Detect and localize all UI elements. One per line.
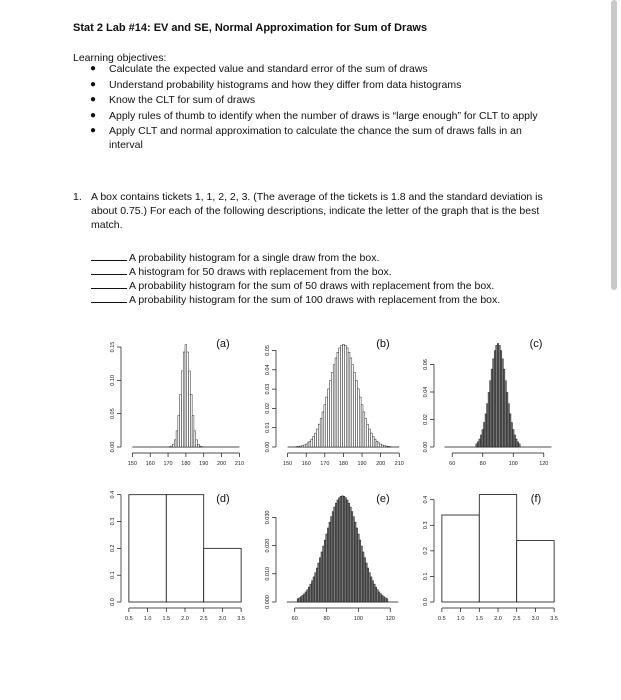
x-tick-label: 3.5 (550, 616, 558, 622)
histogram-bar (346, 348, 348, 447)
histogram-bar (313, 436, 315, 447)
histogram-bar (315, 573, 317, 602)
description-row: A probability histogram for a single draw from the box. (91, 251, 561, 265)
answer-blank[interactable] (91, 265, 127, 275)
histogram-bar (479, 495, 516, 602)
histogram-bar (337, 500, 339, 602)
objective-item: ● Calculate the expected value and standard error of the sum of draws (90, 63, 428, 75)
histogram-bar (365, 418, 367, 447)
histogram-bar (340, 496, 342, 602)
histogram-bar (363, 412, 365, 447)
histogram-bar (190, 394, 192, 447)
histogram-bar (372, 581, 374, 602)
histogram-bar (352, 365, 354, 447)
histogram-bar (382, 445, 384, 447)
histogram-bar (316, 429, 318, 447)
question-number: 1. (73, 191, 82, 203)
histogram-bar (307, 443, 309, 447)
histogram-bar (367, 424, 369, 447)
y-tick-label: 0.000 (265, 595, 271, 609)
histogram-bar (514, 435, 516, 447)
chart-e (260, 480, 415, 630)
histogram-bar (383, 597, 385, 602)
histogram-bar (322, 412, 324, 447)
x-tick-label: 120 (539, 461, 549, 467)
histogram-bar (484, 423, 486, 447)
x-tick-label: 200 (216, 461, 227, 467)
histogram-bar (316, 568, 318, 602)
histogram-bar (490, 381, 492, 447)
histogram-bar (380, 594, 382, 602)
histogram-bar (356, 381, 358, 447)
x-tick-label: 3.0 (218, 616, 227, 622)
x-tick-label: 3.5 (237, 616, 245, 622)
histogram-bar (178, 416, 180, 447)
histogram-bar (171, 446, 173, 447)
histogram-bar (321, 552, 323, 602)
histogram-bar (358, 534, 360, 602)
histogram-bar (297, 599, 299, 602)
x-tick-label: 150 (282, 461, 293, 467)
histogram-bar (345, 498, 347, 602)
histogram-bar (187, 352, 189, 447)
histogram-bar (185, 345, 187, 447)
histogram-bar (129, 495, 166, 602)
x-tick-label: 180 (338, 461, 349, 467)
y-tick-label: 0.02 (265, 403, 271, 414)
histogram-bar (305, 592, 307, 602)
bullet-icon: ● (90, 63, 97, 74)
histogram-bar (328, 389, 330, 447)
histogram-bar (382, 595, 384, 602)
histogram-bar (303, 594, 305, 602)
chart-f (418, 480, 568, 630)
histogram-bar (506, 392, 508, 447)
x-tick-label: 210 (394, 461, 404, 467)
histogram-bar (335, 358, 337, 447)
y-tick-label: 0.1 (423, 572, 429, 581)
y-tick-label: 0.2 (110, 544, 116, 553)
description-row: A probability histogram for the sum of 50 draws with replacement from the box. (91, 279, 561, 293)
answer-blank[interactable] (91, 293, 127, 303)
y-tick-label: 0.06 (423, 359, 429, 370)
histogram-bar (298, 446, 300, 447)
chart-c (418, 325, 568, 475)
histogram-bar (346, 500, 348, 602)
x-tick-label: 3.0 (531, 616, 540, 622)
histogram-bar (341, 345, 343, 447)
y-tick-label: 0.00 (265, 441, 271, 453)
objective-item: ● Know the CLT for sum of draws (90, 94, 256, 106)
objective-item: ● Apply rules of thumb to identify when the number of draws is “large enough” for CLT to apply (90, 109, 538, 122)
answer-blank[interactable] (91, 279, 127, 289)
histogram-bar (339, 498, 341, 602)
histogram-bar (502, 359, 504, 447)
histogram-bar (335, 503, 337, 602)
question-text: A box contains tickets 1, 1, 2, 2, 3. (The average of the tickets is 1.8 and the standard deviation is about 0.75.) For each of the following descriptions, indicate the letter of the graph that is the best match. (91, 191, 543, 231)
chart-label: (f) (530, 493, 542, 505)
histogram-bar (362, 552, 364, 602)
histogram-bar (174, 440, 176, 447)
histogram-bar (386, 599, 388, 602)
histogram-bar (372, 436, 374, 447)
histogram-bar (343, 344, 345, 447)
histogram-bar (332, 512, 334, 602)
histogram-bar (516, 439, 518, 447)
histogram-bar (357, 389, 359, 447)
x-tick-label: 60 (449, 461, 456, 467)
histogram-bar (344, 345, 346, 447)
y-tick-label: 0.02 (423, 414, 429, 425)
bullet-icon: ● (90, 78, 97, 90)
y-tick-label: 0.2 (423, 547, 429, 555)
x-tick-label: 0.5 (438, 616, 446, 622)
histogram-bar (204, 548, 241, 602)
histogram-bar (376, 441, 378, 447)
histogram-bar (476, 444, 478, 447)
chart-label: (b) (376, 338, 390, 350)
x-tick-label: 1.5 (475, 616, 484, 622)
histogram-bar (354, 522, 356, 602)
chart-b (260, 325, 415, 475)
x-tick-label: 80 (479, 461, 486, 467)
answer-blanks (91, 251, 561, 307)
histogram-bar (375, 587, 377, 602)
histogram-bar (300, 446, 302, 447)
histogram-bar (331, 517, 333, 602)
histogram-bar (508, 404, 510, 447)
y-tick-label: 0.15 (110, 341, 116, 353)
x-tick-label: 120 (385, 616, 395, 622)
histogram-bar (300, 597, 302, 602)
histogram-bar (183, 352, 185, 447)
histogram-bar (342, 496, 344, 602)
y-tick-label: 0.0 (423, 598, 429, 606)
histogram-bar (500, 351, 502, 447)
objective-item: ● Understand probability histograms and how they differ from data histograms (90, 78, 462, 91)
y-tick-label: 0.05 (265, 345, 271, 356)
x-tick-label: 1.0 (456, 616, 465, 622)
x-tick-label: 60 (291, 616, 298, 622)
histogram-bar (479, 439, 481, 447)
objectives-list (88, 62, 558, 154)
histogram-bar (503, 369, 505, 447)
histogram-bar (480, 435, 482, 447)
bullet-icon: ● (90, 125, 97, 136)
x-tick-label: 180 (181, 461, 191, 467)
histogram-bar (326, 397, 328, 447)
y-tick-label: 0.00 (110, 441, 116, 453)
histogram-bar (499, 345, 501, 447)
histogram-bar (385, 598, 387, 602)
histogram-bar (181, 371, 183, 447)
histogram-bar (505, 381, 507, 447)
histogram-bar (302, 595, 304, 602)
histogram-bar (303, 445, 305, 447)
histogram-bar (517, 442, 519, 447)
y-tick-label: 0.4 (423, 495, 429, 504)
x-tick-label: 1.5 (162, 616, 171, 622)
histogram-bar (369, 573, 371, 602)
histogram-bar (326, 534, 328, 602)
histogram-bar (327, 528, 329, 602)
histogram-bar (359, 397, 361, 447)
x-tick-label: 80 (323, 616, 330, 622)
histogram-bar (334, 507, 336, 602)
question-1 (73, 190, 543, 232)
chart-label: (e) (376, 493, 390, 505)
histogram-bar (509, 414, 511, 447)
y-tick-label: 0.10 (110, 374, 116, 386)
histogram-bar (329, 522, 331, 602)
histogram-bar (353, 517, 355, 602)
histogram-bar (313, 577, 315, 602)
y-tick-label: 0.01 (265, 422, 271, 434)
y-tick-label: 0.05 (110, 408, 116, 420)
x-tick-label: 170 (163, 461, 173, 467)
histogram-bar (364, 558, 366, 602)
histogram-bar (315, 433, 317, 447)
histogram-bar (511, 423, 513, 447)
histogram-bar (370, 577, 372, 602)
histogram-bar (318, 563, 320, 602)
y-tick-label: 0.3 (110, 517, 116, 526)
histogram-bar (487, 404, 489, 447)
x-tick-label: 2.0 (181, 616, 189, 622)
histogram-bar (361, 405, 363, 447)
histogram-bar (377, 590, 379, 602)
histogram-bar (302, 446, 304, 447)
y-tick-label: 0.3 (423, 521, 429, 530)
y-tick-label: 0.04 (423, 386, 429, 398)
histogram-bar (482, 430, 484, 447)
x-tick-label: 2.5 (512, 616, 521, 622)
histogram-bar (351, 512, 353, 602)
histogram-bar (319, 558, 321, 602)
x-tick-label: 160 (145, 461, 155, 467)
histogram-bar (337, 352, 339, 447)
histogram-bar (329, 381, 331, 447)
chart-d (105, 480, 255, 630)
bullet-icon: ● (90, 109, 97, 121)
histogram-bar (366, 563, 368, 602)
histogram-bar (305, 444, 307, 447)
chart-label: (a) (216, 338, 230, 350)
chart-label: (d) (216, 493, 230, 505)
histogram-bar (194, 431, 196, 447)
x-tick-label: 210 (234, 461, 245, 467)
histogram-bar (374, 439, 376, 447)
histogram-bar (197, 444, 199, 447)
x-tick-label: 190 (199, 461, 209, 467)
histogram-bar (361, 546, 363, 602)
histogram-bar (369, 429, 371, 447)
histogram-bar (192, 416, 194, 447)
answer-blank[interactable] (91, 251, 127, 261)
x-tick-label: 2.0 (494, 616, 502, 622)
x-tick-label: 2.5 (199, 616, 208, 622)
chart-label: (c) (529, 338, 543, 350)
histogram-bar (196, 440, 198, 447)
histogram-bar (383, 446, 385, 447)
histogram-bar (331, 372, 333, 447)
histogram-bar (354, 372, 356, 447)
histogram-bar (488, 392, 490, 447)
x-tick-label: 160 (301, 461, 311, 467)
histogram-bar (320, 418, 322, 447)
x-tick-label: 200 (376, 461, 386, 467)
histogram-bar (359, 540, 361, 602)
histogram-bar (350, 507, 352, 602)
histogram-bar (324, 405, 326, 447)
histogram-bar (348, 352, 350, 447)
histogram-bar (493, 359, 495, 447)
y-tick-label: 0.04 (265, 364, 271, 376)
histogram-bar (370, 433, 372, 447)
histogram-bar (348, 503, 350, 602)
histogram-bar (173, 444, 175, 447)
histogram-bar (491, 369, 493, 447)
histogram-bar (180, 394, 182, 447)
histogram-bar (199, 446, 201, 447)
scrollbar[interactable] (611, 0, 617, 290)
histogram-bar (343, 496, 345, 602)
histogram-bar (494, 351, 496, 447)
description-row: A probability histogram for the sum of 100 draws with replacement from the box. (91, 293, 561, 307)
y-tick-label: 0.0 (110, 598, 116, 606)
y-tick-label: 0.00 (423, 441, 429, 453)
histogram-bar (374, 584, 376, 602)
histogram-bar (513, 430, 515, 447)
y-tick-label: 0.4 (110, 490, 116, 499)
histogram-bar (310, 584, 312, 602)
x-tick-label: 170 (320, 461, 330, 467)
histogram-bar (309, 441, 311, 447)
objectives-heading: Learning objectives: (73, 52, 167, 64)
histogram-bar (378, 592, 380, 602)
histogram-bar (517, 541, 554, 602)
histogram-bar (477, 442, 479, 447)
x-tick-label: 150 (127, 461, 137, 467)
histogram-bar (350, 358, 352, 447)
y-tick-label: 0.03 (265, 383, 271, 395)
description-row: A histogram for 50 draws with replacement from the box. (91, 265, 561, 279)
histogram-bar (323, 546, 325, 602)
histogram-bar (333, 365, 335, 447)
histogram-bar (189, 371, 191, 447)
x-tick-label: 190 (357, 461, 367, 467)
x-tick-label: 1.0 (143, 616, 152, 622)
histogram-bar (176, 431, 178, 447)
histogram-bar (497, 344, 499, 447)
histogram-bar (485, 414, 487, 447)
x-tick-label: 0.5 (125, 616, 133, 622)
histogram-bar (311, 581, 313, 602)
bullet-icon: ● (90, 94, 97, 105)
histogram-bar (380, 444, 382, 447)
histogram-bar (318, 424, 320, 447)
histogram-bar (324, 540, 326, 602)
histogram-bar (307, 590, 309, 602)
histogram-bar (378, 443, 380, 447)
objective-item: ● Apply CLT and normal approximation to calculate the chance the sum of draws falls in an interval (90, 125, 522, 151)
page-title: Stat 2 Lab #14: EV and SE, Normal Approximation for Sum of Draws (73, 22, 428, 34)
y-tick-label: 0.010 (265, 566, 271, 581)
histogram-bar (299, 598, 301, 602)
y-tick-label: 0.030 (265, 510, 271, 525)
histogram-bar (442, 515, 479, 602)
x-tick-label: 100 (508, 461, 518, 467)
histogram-bar (311, 439, 313, 447)
histogram-bar (339, 348, 341, 447)
histogram-bar (496, 345, 498, 447)
x-tick-label: 100 (353, 616, 364, 622)
chart-a (105, 325, 255, 475)
histogram-bar (356, 528, 358, 602)
y-tick-label: 0.1 (110, 571, 116, 579)
histogram-bar (385, 446, 387, 447)
histogram-bar (387, 446, 389, 447)
y-tick-label: 0.020 (265, 538, 271, 553)
histogram-bar (367, 568, 369, 602)
histogram-bar (166, 495, 203, 602)
histogram-bar (308, 587, 310, 602)
histogram-bar (519, 444, 521, 447)
